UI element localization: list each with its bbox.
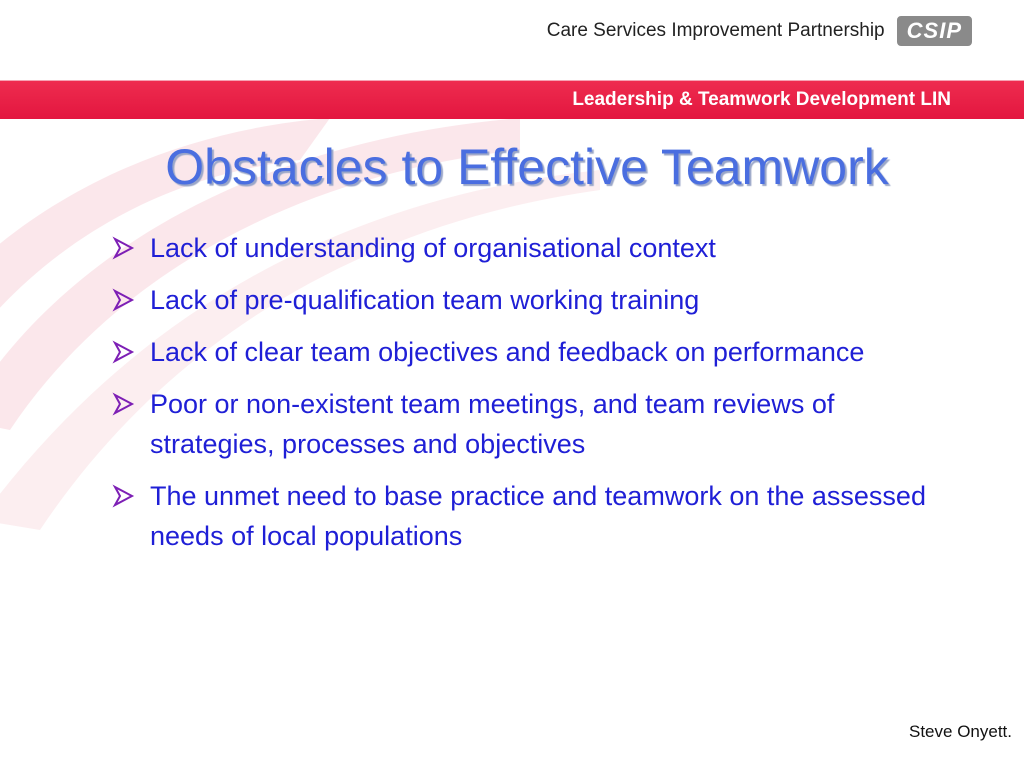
bullet-item [112, 476, 952, 556]
bullet-item [112, 280, 952, 320]
arrow-bullet-icon [112, 384, 138, 424]
bullet-text: Poor or non-existent team meetings, and team reviews of strategies, processes and objectives [150, 389, 835, 459]
footer-author: Steve Onyett. [909, 722, 1012, 741]
organization-header [547, 16, 972, 46]
bullet-item [112, 332, 952, 372]
bullet-text: Lack of understanding of organisational context [150, 233, 716, 263]
arrow-bullet-icon [112, 332, 138, 372]
slide-title: Obstacles to Effective Teamwork [165, 139, 889, 195]
arrow-bullet-icon [112, 476, 138, 516]
banner-text: Leadership & Teamwork Development LIN [572, 89, 951, 110]
bullet-list [112, 228, 952, 568]
organization-name: Care Services Improvement Partnership [546, 20, 885, 41]
bullet-item [112, 228, 952, 268]
banner-bar [0, 80, 1024, 119]
bullet-item [112, 384, 952, 464]
bullet-text: Lack of pre-qualification team working training [150, 285, 700, 315]
csip-logo: CSIP [897, 16, 972, 46]
arrow-bullet-icon [112, 280, 138, 320]
bullet-text: The unmet need to base practice and teamwork on the assessed needs of local populations [150, 481, 926, 551]
bullet-text: Lack of clear team objectives and feedback on performance [150, 337, 865, 367]
arrow-bullet-icon [112, 228, 138, 268]
